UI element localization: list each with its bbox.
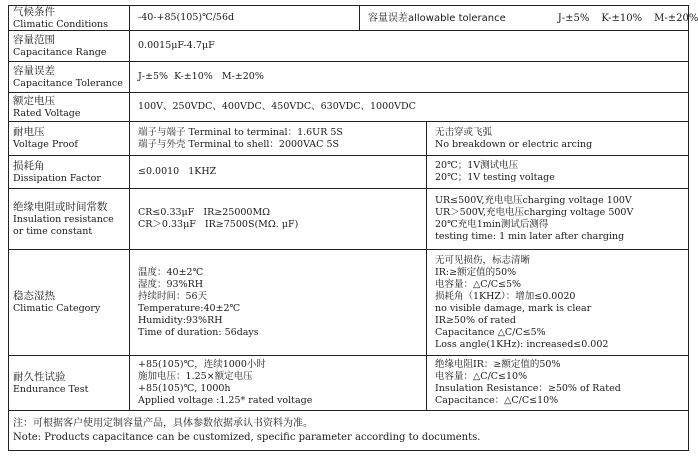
note xyxy=(9,411,688,445)
criteria-line: 20℃；1V testing voltage xyxy=(435,172,555,183)
requirement-line: 端子与外壳 Terminal to shell：2000VAC 5S xyxy=(138,138,340,150)
spec-table xyxy=(8,5,698,451)
label-cn: 容量误差 xyxy=(13,64,55,77)
requirement-line: 湿度：93%RH xyxy=(138,278,204,290)
label-en: Dissipation Factor xyxy=(13,172,101,184)
note-en: Note: Products capacitance can be customized, specific parameter according to documents. xyxy=(13,432,481,443)
criteria-line: 电容量：△C/C≤10% xyxy=(435,371,528,382)
note-cn: 注：可根据客户使用定制容量产品，具体参数依据承认书资料为准。 xyxy=(13,418,313,429)
requirement-line: CR＞0.33μF IR≥7500S(MΩ. μF) xyxy=(138,219,299,230)
requirement-cell xyxy=(129,189,426,249)
criteria-line: UR≤500V,充电电压charging voltage 100V xyxy=(435,195,632,206)
criteria-line: 无可见损伤，标志清晰 xyxy=(435,254,531,266)
criteria-line: 20℃充电1min测试后测得 xyxy=(435,219,549,230)
row-voltage-proof xyxy=(9,122,688,156)
criteria-line: testing time: 1 min later after charging xyxy=(435,231,625,242)
criteria-line: IR≥50% of rated xyxy=(435,314,516,326)
requirement-line: +85(105)℃，连续1000小时 xyxy=(138,359,266,370)
criteria-cell xyxy=(426,250,688,355)
value-cell xyxy=(129,6,359,30)
label-cn: 容量范围 xyxy=(13,33,55,46)
label-en: Capacitance Tolerance xyxy=(13,77,123,89)
requirement-line: Temperature:40±2℃ xyxy=(138,302,241,314)
requirement-line: CR≤0.33μF IR≥25000MΩ xyxy=(138,207,271,218)
label-en: Insulation resistance or time constant xyxy=(13,213,114,237)
row-capacitance-tolerance xyxy=(9,62,688,93)
label-cn: 绝缘电阻或时间常数 xyxy=(13,200,108,213)
requirement-cell xyxy=(129,156,426,188)
row-endurance-test xyxy=(9,356,688,411)
label-cn: 耐久性试验 xyxy=(13,370,66,383)
requirement-line: 端子与端子 Terminal to terminal：1.6UR 5S xyxy=(138,126,343,138)
row-label xyxy=(9,31,129,61)
requirement-cell xyxy=(129,356,426,410)
criteria-cell xyxy=(426,356,688,410)
label-en: Climatic Category xyxy=(13,303,101,314)
requirement-cell xyxy=(129,250,426,355)
row-insulation-resistance xyxy=(9,189,688,250)
row-climatic-conditions xyxy=(9,5,698,31)
label-cn: 气候条件 xyxy=(13,5,55,18)
label-en: Rated Voltage xyxy=(13,107,81,119)
row-label xyxy=(9,156,129,188)
criteria-cell xyxy=(426,156,688,188)
criteria-line: 20℃；1V测试电压 xyxy=(435,160,519,171)
label-cn: 耐电压 xyxy=(13,126,45,138)
requirement-line: Time of duration: 56days xyxy=(138,326,259,338)
criteria-line: Capacitance △C/C≤5% xyxy=(435,326,546,338)
label-en: Endurance Test xyxy=(13,383,89,395)
row-label xyxy=(9,189,129,249)
label-cn: 额定电压 xyxy=(13,94,55,107)
row-climatic-category xyxy=(9,250,688,356)
row-capacitance-range xyxy=(9,31,688,62)
criteria-line: no visible damage, mark is clear xyxy=(435,302,592,314)
label-en: Capacitance Range xyxy=(13,46,107,58)
criteria-line: No breakdown or electric arcing xyxy=(435,138,593,150)
row-dissipation-factor xyxy=(9,156,688,189)
label-en: Voltage Proof xyxy=(13,139,78,150)
criteria-line: Insulation Resistance：≥50% of Rated xyxy=(435,383,621,394)
label-cn: 稳态湿热 xyxy=(13,290,55,302)
tolerance-label: 容量误差allowable tolerance xyxy=(368,12,506,24)
criteria-line: IR:≥额定值的50% xyxy=(435,266,517,278)
criteria-line: Loss angle(1KHz): increased≤0.002 xyxy=(435,338,609,350)
requirement-line: Applied voltage :1.25* rated voltage xyxy=(138,395,313,406)
tolerance-k: K-±10% xyxy=(601,12,643,24)
requirement-line: +85(105)℃, 1000h xyxy=(138,383,231,394)
requirement-line: Humidity:93%RH xyxy=(138,314,223,326)
row-label xyxy=(9,122,129,155)
criteria-line: Capacitance：△C/C≤10% xyxy=(435,395,559,406)
requirement-line: ≤0.0010 1KHZ xyxy=(138,166,217,177)
value-cell xyxy=(129,62,688,92)
note-row xyxy=(9,411,688,450)
row-label xyxy=(9,6,129,30)
row-rated-voltage xyxy=(9,93,688,122)
requirement-cell xyxy=(129,122,426,155)
value-cell xyxy=(129,31,688,61)
row-label xyxy=(9,356,129,410)
tolerance-m: M-±20% xyxy=(654,12,698,24)
row-label xyxy=(9,250,129,355)
value-text: -40-+85(105)℃/56d xyxy=(138,12,235,23)
requirement-line: 施加电压：1.25×额定电压 xyxy=(138,371,253,382)
label-cn: 损耗角 xyxy=(13,159,45,172)
value-cell xyxy=(129,93,688,121)
row-label xyxy=(9,62,129,92)
criteria-line: 损耗角（1KHZ）：增加≤0.0020 xyxy=(435,290,576,302)
criteria-cell xyxy=(426,189,688,249)
row-label xyxy=(9,93,129,121)
value-text: J-±5% K-±10% M-±20% xyxy=(138,71,264,82)
tolerance-j: J-±5% xyxy=(557,12,590,24)
label-en: Climatic Conditions xyxy=(13,18,109,30)
tolerance-cell xyxy=(359,6,698,30)
criteria-line: UR＞500V,充电电压charging voltage 500V xyxy=(435,207,634,218)
criteria-cell xyxy=(426,122,688,155)
requirement-line: 持续时间：56天 xyxy=(138,290,208,302)
criteria-line: 绝缘电阻IR：≥额定值的50% xyxy=(435,359,561,370)
criteria-line: 无击穿或飞弧 xyxy=(435,126,493,138)
requirement-line: 温度：40±2℃ xyxy=(138,266,204,278)
criteria-line: 电容量：△C/C≤5% xyxy=(435,278,522,290)
value-text: 100V、250VDC、400VDC、450VDC、630VDC、1000VDC xyxy=(138,101,416,112)
value-text: 0.0015μF-4.7μF xyxy=(138,40,215,51)
